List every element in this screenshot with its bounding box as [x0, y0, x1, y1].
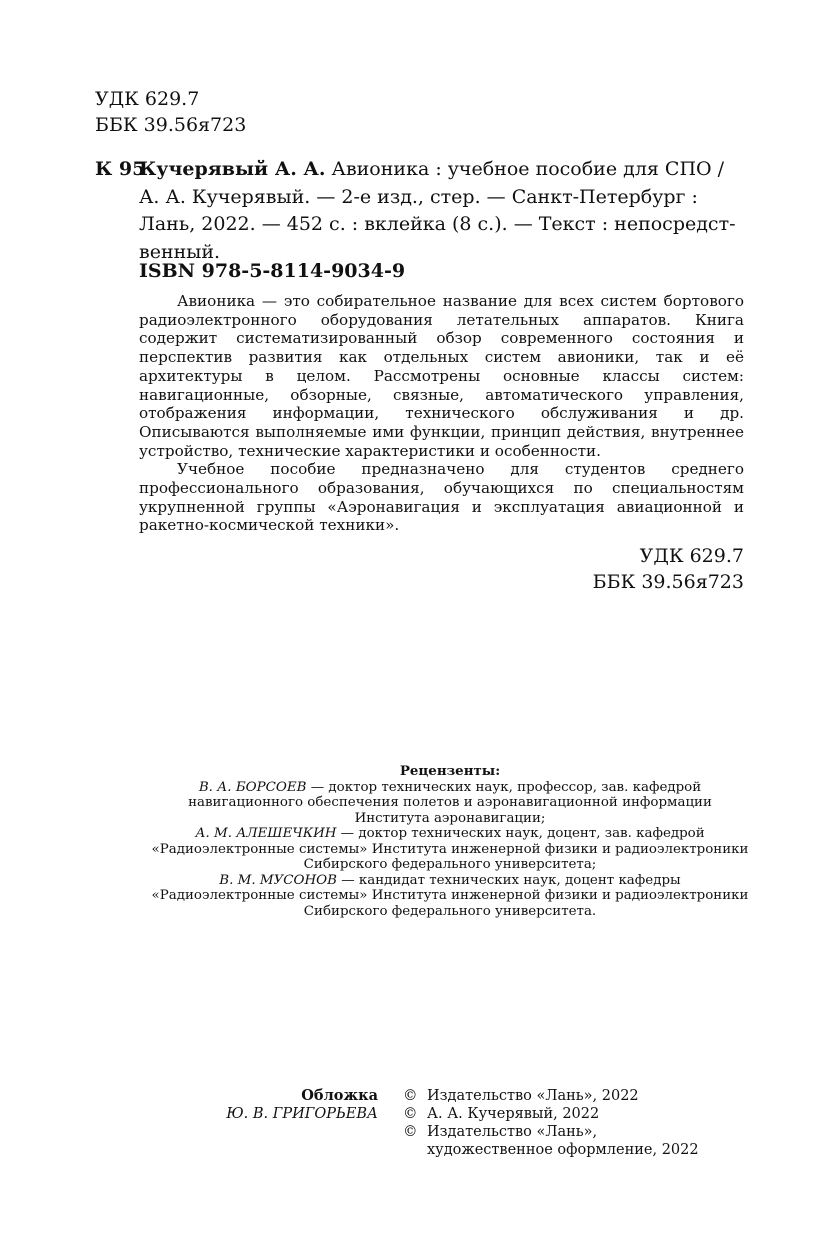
- abstract-paragraph: Авионика — это собирательное название для всех систем бортового радиоэлектронного оборудования летательных аппаратов. Книга содержит систематизированный обзор современного состояния и перспектив развития как отдельных систем авионики, так и её архитектуры в целом. Рассмотрены основные классы систем: навигационные, обзорные, связные, автоматического управления, отображения информации, технического обслуживания и др. Описываются выполняемые ими функции, принцип действия, внутреннее устройство, технические характеристики и особенности.: [139, 292, 744, 460]
- entry-line: А. А. Кучерявый. — 2-е изд., стер. — Санкт-Петербург :: [139, 185, 698, 208]
- cover-credit: [150, 1087, 378, 1123]
- cover-designer: Ю. В. ГРИГОРЬЕВА: [226, 1106, 378, 1122]
- reviewer-name: В. М. МУСОНОВ: [219, 872, 337, 888]
- reviewer-credentials: Института аэронавигации;: [354, 810, 546, 826]
- author-mark: К 95: [95, 158, 146, 180]
- reviewer-credentials: Сибирского федерального университета.: [303, 903, 597, 919]
- title-line: Авионика : учебное пособие для СПО /: [325, 158, 725, 180]
- copyright-block: [403, 1087, 699, 1159]
- reviewer-name: А. М. АЛЕШЕЧКИН: [195, 826, 337, 841]
- copyright-line: Издательство «Лань»,: [427, 1124, 598, 1140]
- reviewer-credentials: «Радиоэлектронные системы» Института инженерной физики и радиоэлектроники: [151, 841, 749, 857]
- classification-block-top: [95, 86, 246, 138]
- bbk-code: ББК 39.56я723: [592, 571, 744, 593]
- abstract: [139, 292, 744, 535]
- reviewer-credentials: Сибирского федерального университета;: [303, 857, 597, 872]
- copyright-line: Издательство «Лань», 2022: [427, 1088, 639, 1104]
- reviewer-credentials: — доктор технических наук, профессор, зав. кафедрой: [306, 779, 702, 795]
- reviewers: [95, 764, 805, 919]
- entry-line: венный.: [139, 240, 221, 263]
- author-name: Кучерявый А. А.: [139, 158, 326, 180]
- abstract-paragraph: Учебное пособие предназначено для студентов среднего профессионального образования, обучающихся по специальностям укрупненной группы «Аэронавигация и эксплуатация авиационной и ракетно-космической техники».: [139, 460, 744, 535]
- entry-line: Лань, 2022. — 452 с. : вклейка (8 с.). — Текст : непосредст-: [139, 213, 736, 235]
- cover-label: Обложка: [301, 1087, 378, 1104]
- bibliographic-entry: [95, 156, 745, 266]
- reviewer-credentials: — кандидат технических наук, доцент кафедры: [336, 872, 681, 888]
- reviewer-credentials: — доктор технических наук, доцент, зав. кафедрой: [336, 826, 705, 841]
- reviewers-title: Рецензенты:: [399, 763, 501, 779]
- bibliographic-description: [139, 156, 745, 266]
- isbn: ISBN 978-5-8114-9034-9: [139, 260, 406, 282]
- reviewer-credentials: навигационного обеспечения полетов и аэронавигационной информации: [188, 795, 712, 810]
- copyright-icon: ©: [403, 1106, 418, 1122]
- udk-code: УДК 629.7: [95, 88, 200, 110]
- copyright-line: художественное оформление, 2022: [427, 1142, 699, 1158]
- reviewer-credentials: «Радиоэлектронные системы» Института инженерной физики и радиоэлектроники: [151, 888, 749, 903]
- udk-code: УДК 629.7: [639, 545, 744, 567]
- copyright-icon: ©: [403, 1124, 418, 1140]
- copyright-line: А. А. Кучерявый, 2022: [427, 1106, 600, 1122]
- copyright-icon: ©: [403, 1088, 418, 1104]
- reviewer-name: В. А. БОРСОЕВ: [198, 779, 307, 795]
- classification-block-right: [593, 543, 744, 595]
- bbk-code: ББК 39.56я723: [95, 114, 247, 136]
